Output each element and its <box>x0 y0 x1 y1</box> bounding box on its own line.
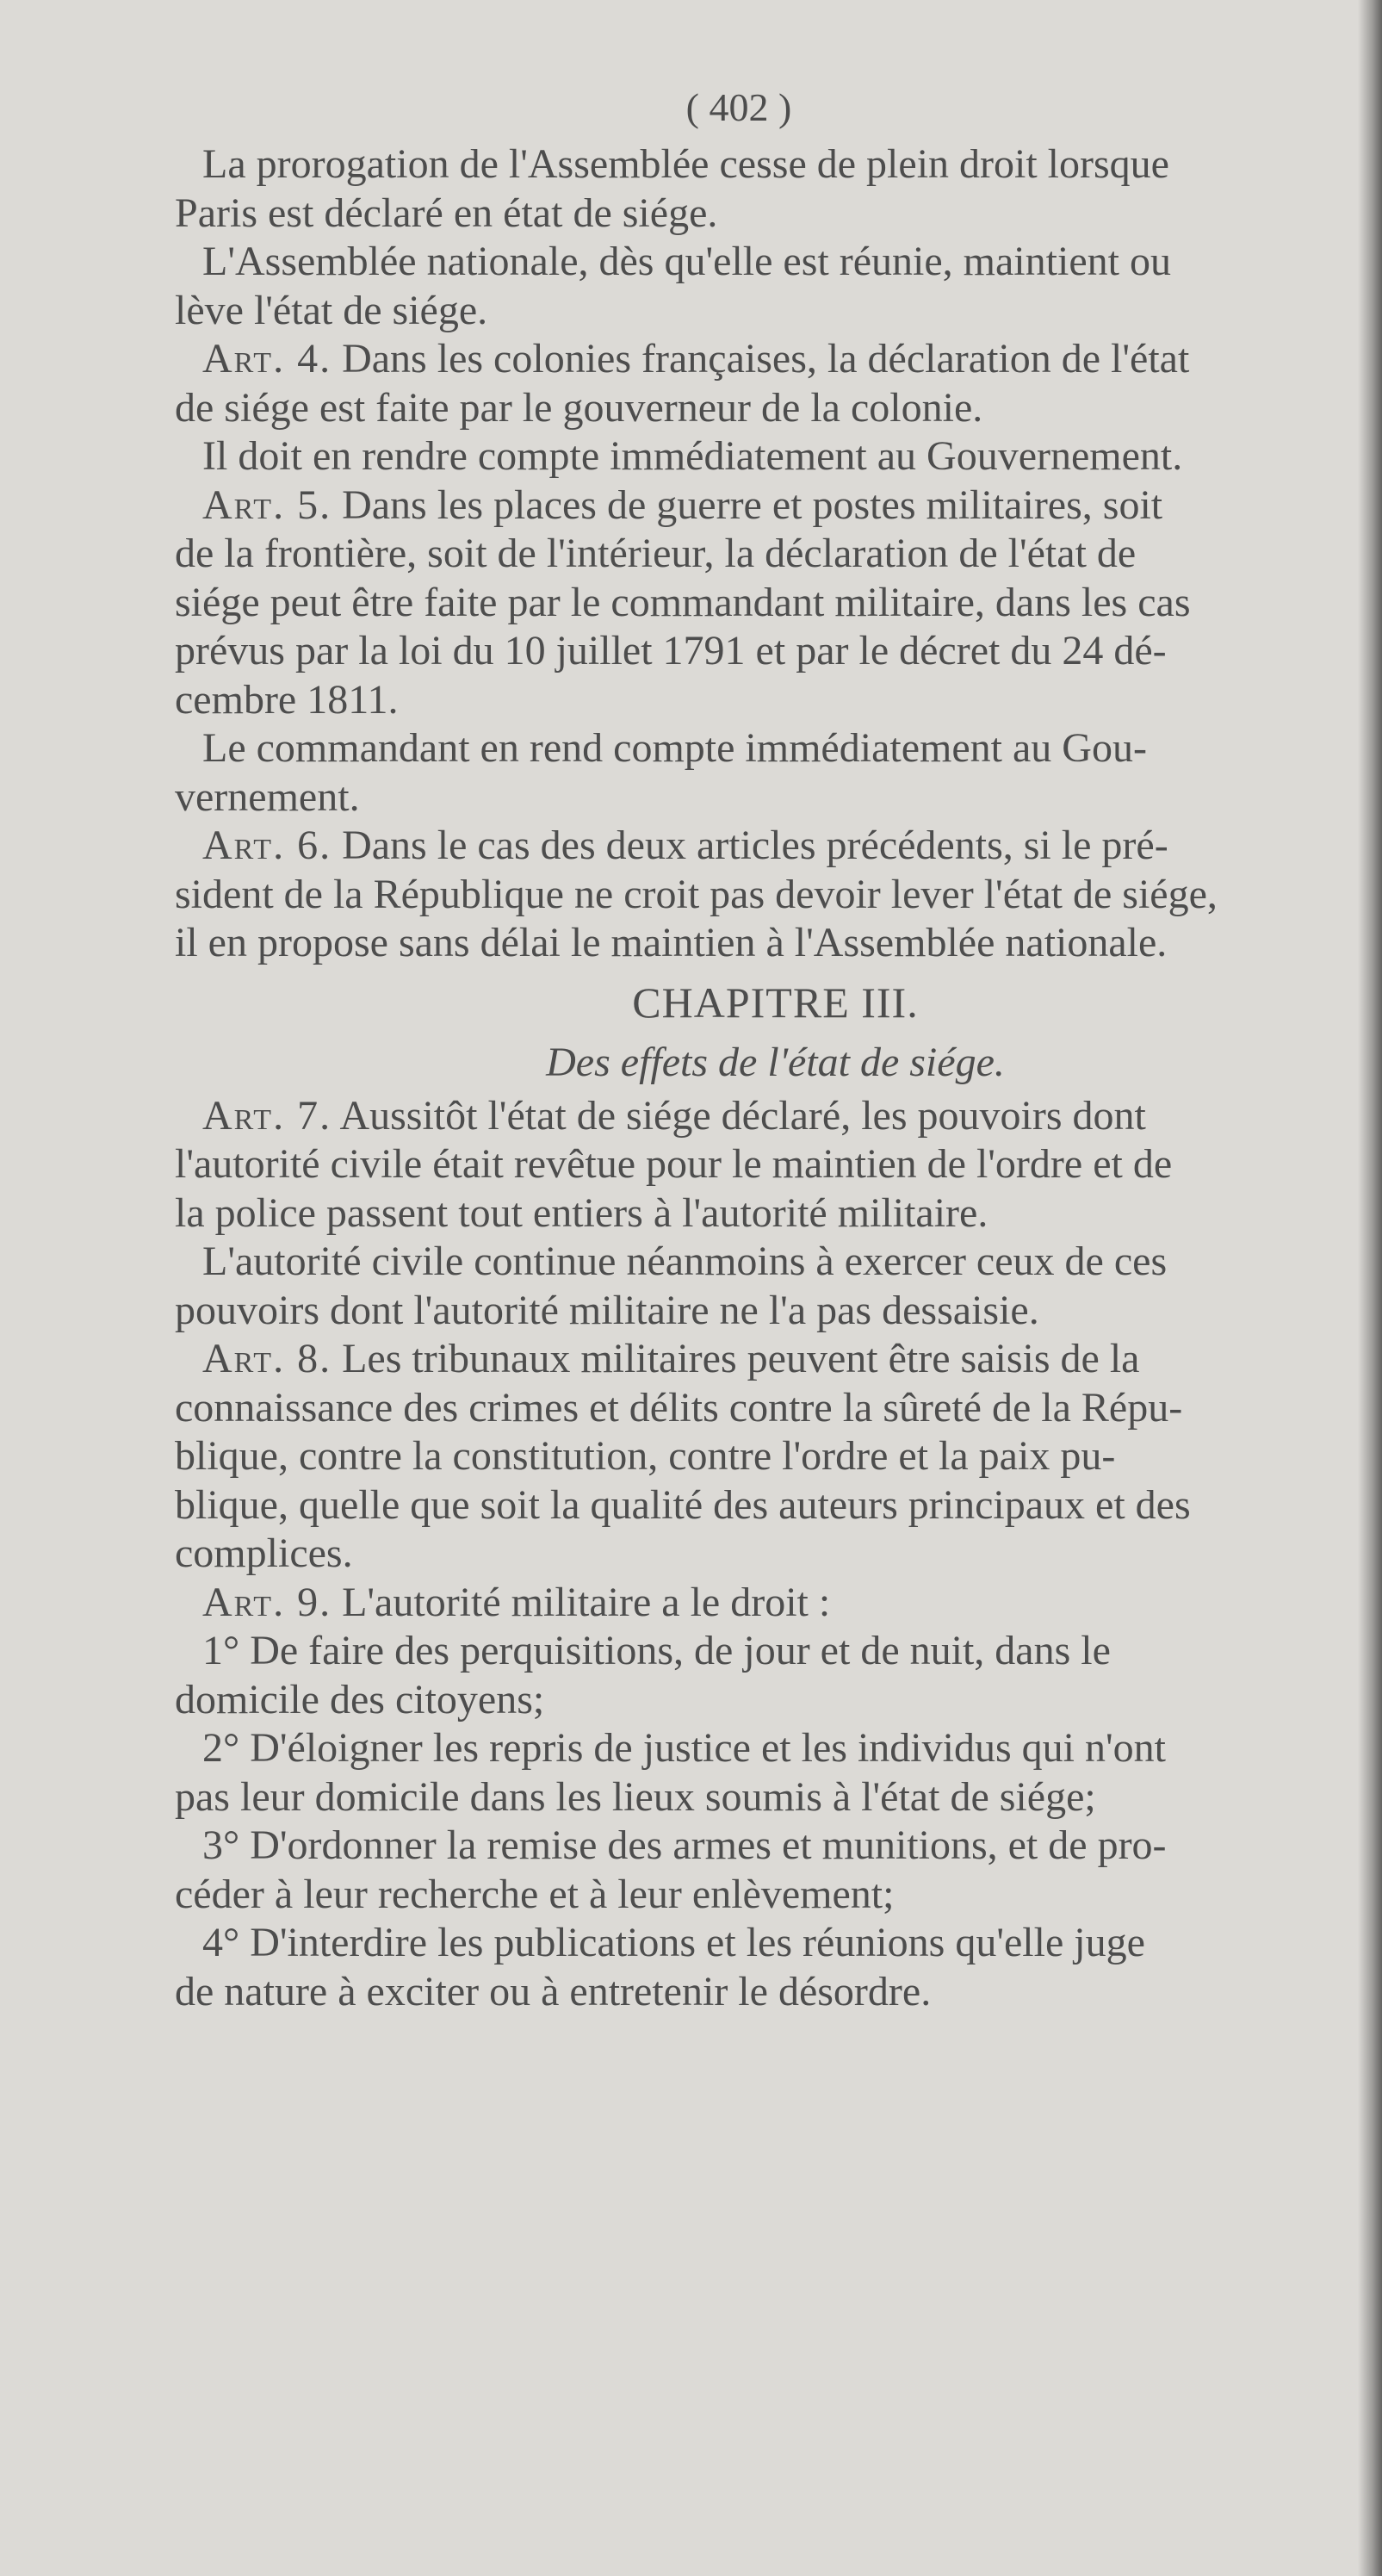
chapter-title: CHAPITRE III. <box>632 978 919 1027</box>
articles-section <box>175 140 1376 968</box>
article-label: Art. 9. <box>202 1579 332 1625</box>
text-line <box>175 1773 1376 1822</box>
line-text: L'autorité militaire a le droit : <box>342 1579 831 1625</box>
line-text: Il doit en rendre compte immédiatement au Gouvernement. <box>202 433 1183 479</box>
text-line <box>175 1919 1376 1968</box>
text-line <box>175 335 1376 384</box>
chapter-subtitle: Des effets de l'état de siége. <box>546 1039 1005 1085</box>
paragraph <box>175 822 1376 968</box>
line-text: 2° D'éloigner les repris de justice et les individus qui n'ont <box>202 1725 1166 1771</box>
text-line <box>175 773 1376 822</box>
text-line <box>175 1238 1376 1287</box>
line-text: Paris est déclaré en état de siége. <box>175 189 718 236</box>
chapter-articles-section <box>175 1092 1376 2017</box>
paragraph <box>175 1238 1376 1335</box>
text-line <box>175 1627 1376 1676</box>
text-line <box>175 481 1376 531</box>
text-line <box>175 287 1376 336</box>
line-text: pouvoirs dont l'autorité militaire ne l'a pas dessaisie. <box>175 1287 1039 1333</box>
paragraph <box>175 1627 1376 1724</box>
line-text: Les tribunaux militaires peuvent être saisis de la <box>342 1336 1140 1381</box>
line-text: Le commandant en rend compte immédiatement au Gou- <box>202 725 1147 771</box>
paragraph <box>175 481 1376 725</box>
text-line <box>175 1968 1376 2017</box>
paragraph <box>175 1335 1376 1579</box>
paragraph <box>175 1579 1376 1628</box>
paragraph <box>175 1919 1376 2016</box>
line-text: Dans le cas des deux articles précédents, si le pré- <box>342 822 1168 868</box>
line-text: siége peut être faite par le commandant militaire, dans les cas <box>175 579 1191 625</box>
paragraph <box>175 238 1376 335</box>
text-line <box>175 1530 1376 1579</box>
article-label: Art. 4. <box>202 336 332 382</box>
line-text: blique, contre la constitution, contre l'ordre et la paix pu- <box>175 1433 1116 1479</box>
line-text: domicile des citoyens; <box>175 1676 545 1723</box>
text-line <box>175 1432 1376 1481</box>
line-text: complices. <box>175 1530 353 1576</box>
line-text: La prorogation de l'Assemblée cesse de plein droit lorsque <box>202 141 1169 187</box>
text-line <box>175 1579 1376 1628</box>
text-line <box>175 627 1376 676</box>
paragraph <box>175 140 1376 238</box>
line-text: Dans les places de guerre et postes militaires, soit <box>342 481 1163 528</box>
page-number: ( 402 ) <box>685 85 792 129</box>
text-line <box>175 238 1376 287</box>
line-text: L'Assemblée nationale, dès qu'elle est réunie, maintient ou <box>202 239 1171 284</box>
article-label: Art. 6. <box>202 822 332 868</box>
line-text: cembre 1811. <box>175 676 399 723</box>
line-text: Aussitôt l'état de siége déclaré, les pouvoirs dont <box>339 1092 1146 1139</box>
text-line <box>175 1871 1376 1920</box>
line-text: la police passent tout entiers à l'autorité militaire. <box>175 1189 988 1236</box>
line-text: blique, quelle que soit la qualité des auteurs principaux et des <box>175 1481 1191 1528</box>
text-line <box>175 1822 1376 1871</box>
line-text: de nature à exciter ou à entretenir le désordre. <box>175 1968 932 2014</box>
text-line <box>175 140 1376 189</box>
text-line <box>175 1189 1376 1238</box>
text-line <box>175 822 1376 871</box>
text-line <box>175 1335 1376 1384</box>
line-text: 3° D'ordonner la remise des armes et munitions, et de pro- <box>202 1822 1167 1868</box>
paragraph <box>175 1724 1376 1822</box>
line-text: de la frontière, soit de l'intérieur, la déclaration de l'état de <box>175 531 1137 576</box>
line-text: connaissance des crimes et délits contre la sûreté de la Répu- <box>175 1384 1183 1431</box>
line-text: Dans les colonies françaises, la déclaration de l'état <box>342 336 1190 382</box>
paragraph <box>175 432 1376 481</box>
paragraph <box>175 724 1376 822</box>
text-line <box>175 1724 1376 1773</box>
line-text: prévus par la loi du 10 juillet 1791 et par le décret du 24 dé- <box>175 628 1167 673</box>
page-text <box>175 82 1376 2016</box>
text-line <box>175 432 1376 481</box>
text-line <box>175 1092 1376 1141</box>
text-line <box>175 189 1376 239</box>
article-label: Art. 5. <box>202 481 332 528</box>
line-text: sident de la République ne croit pas devoir lever l'état de siége, <box>175 871 1218 917</box>
paragraph <box>175 335 1376 432</box>
line-text: l'autorité civile était revêtue pour le maintien de l'ordre et de <box>175 1141 1173 1187</box>
text-line <box>175 1481 1376 1530</box>
text-line <box>175 384 1376 433</box>
paragraph <box>175 1822 1376 1919</box>
line-text: pas leur domicile dans les lieux soumis à l'état de siége; <box>175 1773 1096 1820</box>
article-label: Art. 8. <box>202 1336 332 1381</box>
line-text: il en propose sans délai le maintien à l'Assemblée nationale. <box>175 920 1168 965</box>
text-line <box>175 579 1376 628</box>
text-line <box>175 1287 1376 1336</box>
paragraph <box>175 1092 1376 1238</box>
text-line <box>175 530 1376 579</box>
line-text: 4° D'interdire les publications et les réunions qu'elle juge <box>202 1920 1145 1965</box>
line-text: L'autorité civile continue néanmoins à exercer ceux de ces <box>202 1238 1168 1284</box>
text-line <box>175 1384 1376 1433</box>
line-text: céder à leur recherche et à leur enlèvement; <box>175 1871 895 1917</box>
line-text: vernement. <box>175 773 360 820</box>
text-line <box>175 871 1376 920</box>
text-line <box>175 919 1376 968</box>
line-text: 1° De faire des perquisitions, de jour et de nuit, dans le <box>202 1628 1111 1673</box>
line-text: de siége est faite par le gouverneur de la colonie. <box>175 384 983 431</box>
text-line <box>175 1140 1376 1189</box>
text-line <box>175 676 1376 725</box>
text-line <box>175 1676 1376 1725</box>
text-line <box>175 724 1376 773</box>
line-text: lève l'état de siége. <box>175 287 488 333</box>
page-edge-shadow <box>1358 0 1382 2576</box>
article-label: Art. 7. <box>202 1092 332 1139</box>
